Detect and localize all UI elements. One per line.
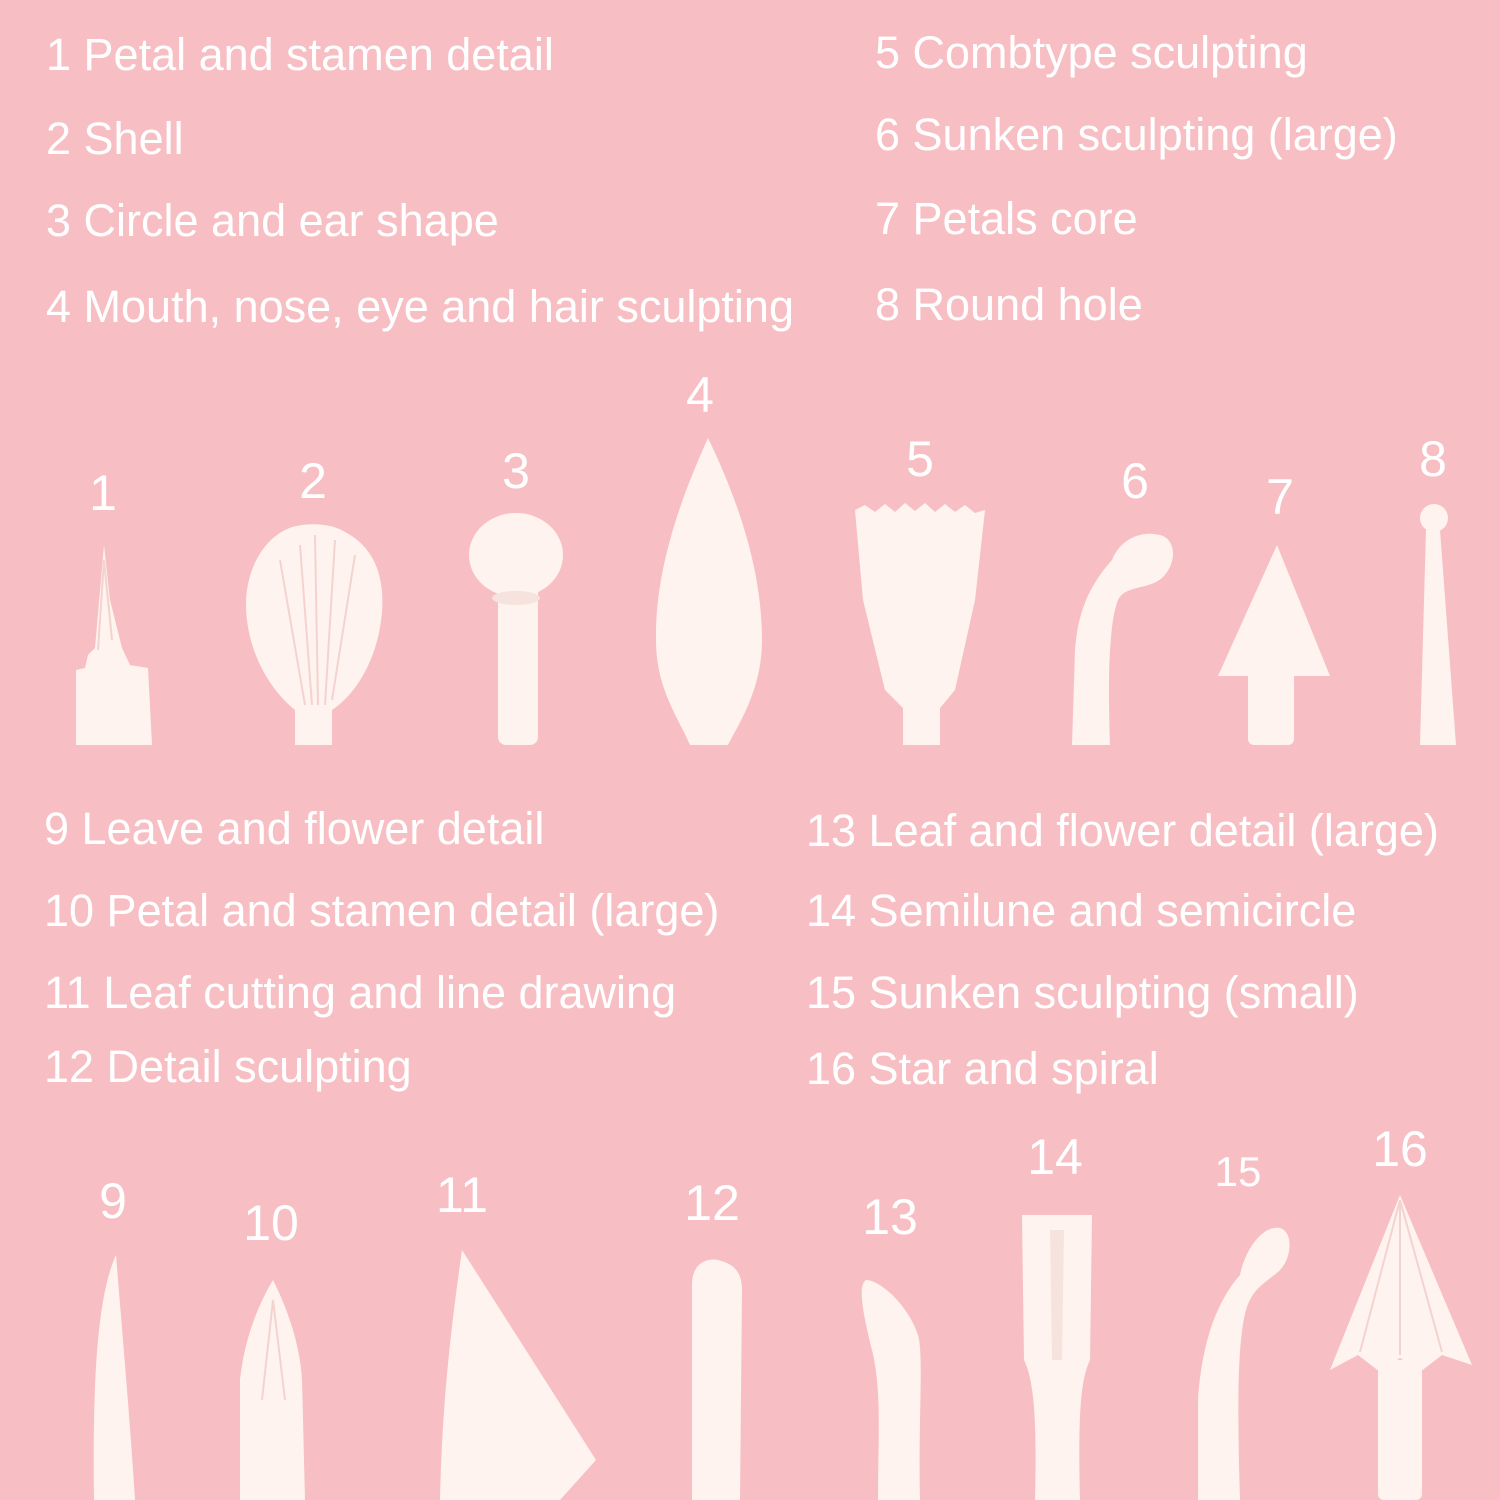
legend-item-5: 5 Combtype sculpting bbox=[875, 27, 1308, 78]
legend-item-13: 13 Leaf and flower detail (large) bbox=[806, 805, 1439, 856]
tool-number-10: 10 bbox=[243, 1195, 299, 1251]
legend-item-3: 3 Circle and ear shape bbox=[46, 195, 499, 246]
tool-7-cone-tip bbox=[1218, 545, 1330, 745]
legend-item-9: 9 Leave and flower detail bbox=[44, 803, 545, 854]
tool-10-petal-stamen-large-tip bbox=[240, 1280, 305, 1500]
tool-8-round-hole-tip bbox=[1420, 504, 1456, 745]
tool-number-15: 15 bbox=[1214, 1148, 1262, 1195]
tool-14-semilune-tip bbox=[1022, 1215, 1092, 1500]
tool-2-shell-tip bbox=[246, 524, 382, 745]
tool-9-blade-tip bbox=[94, 1255, 135, 1500]
tool-13-angled-tip bbox=[862, 1280, 921, 1500]
tool-11-triangle-blade-tip bbox=[440, 1250, 596, 1500]
legend-item-6: 6 Sunken sculpting (large) bbox=[875, 109, 1398, 160]
tool-16-star-cone-tip bbox=[1330, 1195, 1472, 1500]
tool-5-comb-tip bbox=[855, 503, 985, 745]
tool-number-14: 14 bbox=[1027, 1129, 1083, 1185]
legend-item-12: 12 Detail sculpting bbox=[44, 1041, 412, 1092]
tool-1-petal-stamen-tip bbox=[76, 545, 152, 745]
legend-item-16: 16 Star and spiral bbox=[806, 1043, 1159, 1094]
legend-item-2: 2 Shell bbox=[46, 113, 184, 164]
legend-item-4: 4 Mouth, nose, eye and hair sculpting bbox=[46, 281, 794, 332]
tool-number-1: 1 bbox=[89, 465, 117, 521]
tool-15-sunken-small-tip bbox=[1198, 1228, 1290, 1500]
tool-6-sunken-large-tip bbox=[1072, 534, 1173, 745]
tool-3-ball-tip bbox=[469, 513, 563, 745]
legend-item-15: 15 Sunken sculpting (small) bbox=[806, 967, 1359, 1018]
legend-item-14: 14 Semilune and semicircle bbox=[806, 885, 1357, 936]
tool-number-16: 16 bbox=[1372, 1121, 1428, 1177]
tool-number-7: 7 bbox=[1266, 469, 1294, 525]
tool-number-5: 5 bbox=[906, 431, 934, 487]
legend-item-1: 1 Petal and stamen detail bbox=[46, 29, 554, 80]
tool-number-13: 13 bbox=[862, 1189, 918, 1245]
tool-number-9: 9 bbox=[99, 1173, 127, 1229]
tool-number-11: 11 bbox=[436, 1167, 488, 1223]
tool-number-2: 2 bbox=[299, 453, 327, 509]
tool-number-12: 12 bbox=[684, 1175, 740, 1231]
legend-item-10: 10 Petal and stamen detail (large) bbox=[44, 885, 720, 936]
legend-item-7: 7 Petals core bbox=[875, 193, 1138, 244]
tool-12-rounded-tip bbox=[692, 1260, 742, 1500]
legend-item-8: 8 Round hole bbox=[875, 279, 1143, 330]
tool-number-8: 8 bbox=[1419, 431, 1447, 487]
legend-item-11: 11 Leaf cutting and line drawing bbox=[44, 967, 677, 1018]
tool-number-6: 6 bbox=[1121, 453, 1149, 509]
tool-number-3: 3 bbox=[502, 443, 530, 499]
tool-number-4: 4 bbox=[686, 367, 714, 423]
tool-4-teardrop-tip bbox=[656, 438, 762, 745]
